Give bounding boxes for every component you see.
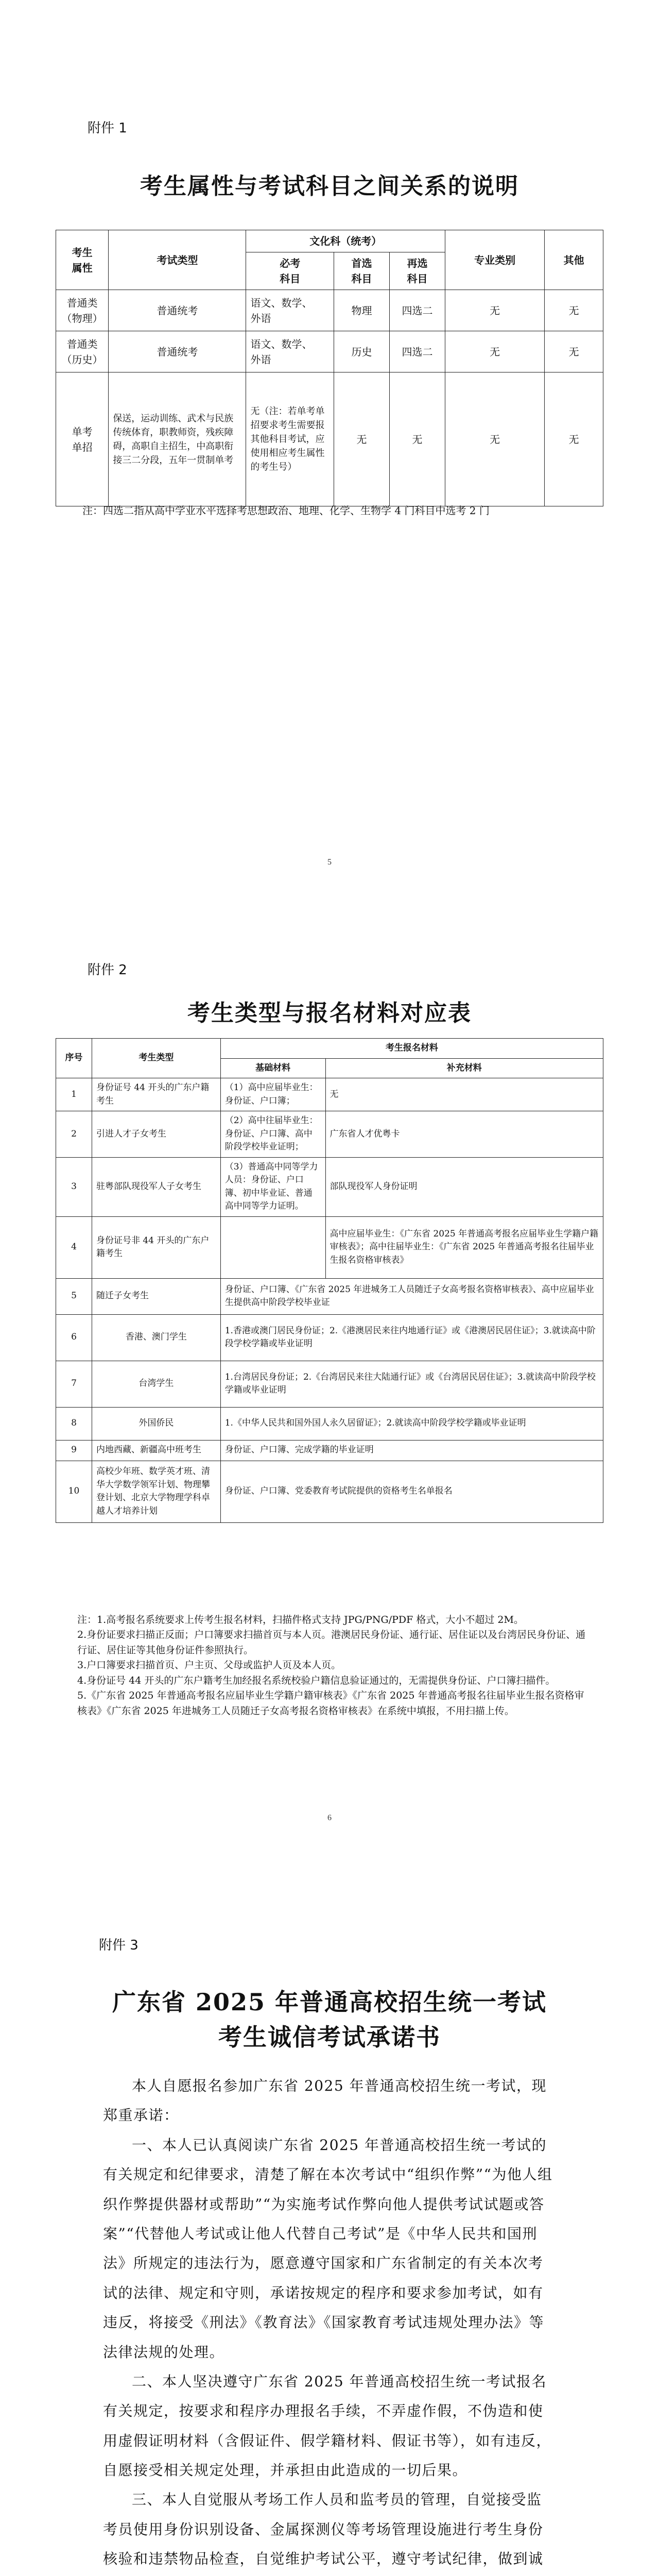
cell-second: 四选二: [390, 331, 445, 372]
cell-basic: 1.《中华人民共和国外国人永久居留证》；2.就读高中阶段学校学籍或毕业证明: [220, 1407, 603, 1440]
header-extra: 补充材料: [325, 1058, 603, 1078]
cell-extra: 部队现役军人身份证明: [325, 1157, 603, 1216]
cell-attr: 单考 单招: [56, 372, 109, 506]
subject-relation-table: [56, 230, 603, 506]
header-major: 专业类别: [445, 230, 545, 290]
note-item: 注：1.高考报名系统要求上传考生报名材料，扫描件格式支持 JPG/PNG/PDF 格式，大小不超过 2M。: [77, 1614, 524, 1625]
cell-other: 无: [545, 331, 603, 372]
attachment3-title-line2: 考生诚信考试承诺书: [218, 2023, 441, 2051]
header-attr: 考生 属性: [56, 230, 109, 290]
cell-no: 6: [56, 1314, 92, 1361]
header-culture-group: 文化科（统考）: [246, 230, 445, 252]
header-first: 首选 科目: [334, 252, 390, 290]
cell-required: 语文、数学、 外语: [246, 290, 334, 331]
cell-extra: 无: [325, 1078, 603, 1111]
cell-extra: 广东省人才优粤卡: [325, 1111, 603, 1158]
cell-second: 四选二: [390, 290, 445, 331]
table-row: [56, 1407, 603, 1440]
cell-attr: 普通类 （物理）: [56, 290, 109, 331]
header-basic: 基础材料: [220, 1058, 325, 1078]
cell-major: 无: [445, 372, 545, 506]
header-other: 其他: [545, 230, 603, 290]
cell-major: 无: [445, 331, 545, 372]
cell-basic: 身份证、户口簿、党委教育考试院提供的资格考生名单报名: [220, 1461, 603, 1522]
attachment2-title: 考生类型与报名材料对应表: [187, 1000, 472, 1026]
cell-type: 内地西藏、新疆高中班考生: [92, 1440, 220, 1461]
pledge-paragraph: 本人自愿报名参加广东省 2025 年普通高校招生统一考试，现郑重承诺：: [103, 2077, 547, 2124]
cell-basic: 身份证、户口簿、《广东省 2025 年进城务工人员随迁子女高考报名资格审核表》、高中应届毕业生提供高中阶段学校毕业证: [220, 1278, 603, 1314]
cell-type: 随迁子女考生: [92, 1278, 220, 1314]
cell-type: 外国侨民: [92, 1407, 220, 1440]
pledge-paragraph: 一、本人已认真阅读广东省 2025 年普通高校招生统一考试的有关规定和纪律要求，清楚了解在本次考试中“组织作弊”“为他人组织作弊提供器材或帮助”“为实施考试作弊向他人提供考试试题或答案”“代替他人考试或让他人代替自己考试”是《中华人民共和国刑法》所规定的违法行为，愿意遵守国家和广东省制定的有关本次考试的法律、规定和守则，承诺按规定的程序和要求参加考试，如有违反，将接受《刑法》《教育法》《国家教育考试违规处理办法》等法律法规的处理。: [103, 2136, 553, 2361]
cell-other: 无: [545, 290, 603, 331]
note-item: 5.《广东省 2025 年普通高考报名应届毕业生学籍户籍审核表》《广东省 2025 年普通高考报名往届毕业生报名资格审核表》《广东省 2025 年进城务工人员随迁子女高考报名资格审核表》在系统中填报，不用扫描上传。: [77, 1690, 584, 1717]
table-row: [56, 372, 603, 506]
header-required: 必考 科目: [246, 252, 334, 290]
table-row: [56, 1361, 603, 1407]
pledge-body: [103, 2071, 556, 2576]
page-number: 6: [327, 1814, 332, 1822]
cell-type: 普通统考: [109, 331, 246, 372]
table-row: [56, 1078, 603, 1111]
cell-type: 保送，运动训练、武术与民族传统体育，职教师资，残疾障碍，高职自主招生，中高职衔接三二分段，五年一贯制单考: [109, 372, 246, 506]
table-row: [56, 1440, 603, 1461]
cell-second: 无: [390, 372, 445, 506]
header-no: 序号: [56, 1039, 92, 1078]
cell-type: 身份证号非 44 开头的广东户籍考生: [92, 1216, 220, 1278]
cell-basic: （2）高中往届毕业生：身份证、户口簿、高中阶段学校毕业证明；: [220, 1111, 325, 1158]
cell-type: 驻粤部队现役军人子女考生: [92, 1157, 220, 1216]
cell-major: 无: [445, 290, 545, 331]
attachment3-title-line1: 广东省 2025 年普通高校招生统一考试: [112, 1988, 547, 2016]
table-row: [56, 1216, 603, 1278]
cell-extra: 高中应届毕业生：《广东省 2025 年普通高考报名应届毕业生学籍户籍审核表》；高中往届毕业生：《广东省 2025 年普通高考报名往届毕业生报名资格审核表》: [325, 1216, 603, 1278]
attachment1-title: 考生属性与考试科目之间关系的说明: [140, 173, 519, 199]
page-number: 5: [327, 858, 332, 867]
cell-no: 4: [56, 1216, 92, 1278]
note-item: 2.身份证要求扫描正反面；户口簿要求扫描首页与本人页。港澳居民身份证、通行证、居住证以及台湾居民身份证、通行证、居住证等其他身份证件参照执行。: [77, 1629, 586, 1656]
cell-type: 台湾学生: [92, 1361, 220, 1407]
table-row: [56, 1461, 603, 1522]
cell-required: 语文、数学、 外语: [246, 331, 334, 372]
attachment2-label: 附件 2: [88, 962, 127, 978]
table-row: [56, 1111, 603, 1158]
note-item: 3.户口簿要求扫描首页、户主页、父母或监护人页及本人页。: [77, 1659, 341, 1671]
cell-type: 高校少年班、数学英才班、清华大学数学领军计划、物理攀登计划、北京大学物理学科卓越人才培养计划: [92, 1461, 220, 1522]
header-second: 再选 科目: [390, 252, 445, 290]
cell-no: 3: [56, 1157, 92, 1216]
cell-no: 9: [56, 1440, 92, 1461]
note-item: 4.身份证号 44 开头的广东户籍考生加经报名系统校验户籍信息验证通过的，无需提供身份证、户口簿扫描件。: [77, 1674, 556, 1686]
attachment3-label: 附件 3: [99, 1938, 138, 1953]
header-type: 考生类型: [92, 1039, 220, 1078]
cell-type: 香港、澳门学生: [92, 1314, 220, 1361]
header-type: 考试类型: [109, 230, 246, 290]
cell-basic: [220, 1216, 325, 1278]
table-row: [56, 290, 603, 331]
attachment1-note: 注：四选二指从高中学业水平选择考思想政治、地理、化学、生物学 4 门科目中选考 2 门: [82, 504, 490, 517]
cell-no: 1: [56, 1078, 92, 1111]
cell-other: 无: [545, 372, 603, 506]
cell-type: 引进人才子女考生: [92, 1111, 220, 1158]
cell-attr: 普通类 （历史）: [56, 331, 109, 372]
cell-basic: 1.香港或澳门居民身份证；2.《港澳居民来往内地通行证》或《港澳居民居住证》；3.就读高中阶段学校学籍或毕业证明: [220, 1314, 603, 1361]
table-row: [56, 331, 603, 372]
cell-basic: （1）高中应届毕业生：身份证、户口簿；: [220, 1078, 325, 1111]
attachment2-notes: [77, 1613, 592, 1719]
cell-first: 无: [334, 372, 390, 506]
table-row: [56, 1314, 603, 1361]
cell-basic: （3）普通高中同等学力人员：身份证、户口簿、初中毕业证、普通高中同等学力证明。: [220, 1157, 325, 1216]
header-materials: 考生报名材料: [220, 1039, 603, 1059]
cell-no: 7: [56, 1361, 92, 1407]
cell-no: 5: [56, 1278, 92, 1314]
cell-no: 10: [56, 1461, 92, 1522]
pledge-paragraph: 三、本人自觉服从考场工作人员和监考员的管理，自觉接受监考员使用身份识别设备、金属探测仪等考场管理设施进行考生身份核验和违禁物品检查，自觉维护考试公平，遵守考试纪律，做到诚: [103, 2491, 544, 2568]
cell-first: 历史: [334, 331, 390, 372]
cell-no: 8: [56, 1407, 92, 1440]
table-row: [56, 1278, 603, 1314]
cell-type: 身份证号 44 开头的广东户籍考生: [92, 1078, 220, 1111]
materials-table: [56, 1038, 603, 1523]
cell-type: 普通统考: [109, 290, 246, 331]
cell-no: 2: [56, 1111, 92, 1158]
pledge-paragraph: 二、本人坚决遵守广东省 2025 年普通高校招生统一考试报名有关规定，按要求和程序办理报名手续，不弄虚作假，不伪造和使用虚假证明材料（含假证件、假学籍材料、假证书等），如有违反，自愿接受相关规定处理，并承担由此造成的一切后果。: [103, 2372, 552, 2479]
cell-basic: 身份证、户口簿、完成学籍的毕业证明: [220, 1440, 603, 1461]
attachment1-label: 附件 1: [88, 121, 127, 136]
table-row: [56, 1157, 603, 1216]
cell-first: 物理: [334, 290, 390, 331]
cell-required: 无（注：若单考单招要求考生需要报其他科目考试，应使用相应考生属性的考生号）: [246, 372, 334, 506]
cell-basic: 1.台湾居民身份证；2.《台湾居民来往大陆通行证》或《台湾居民居住证》；3.就读高中阶段学校学籍或毕业证明: [220, 1361, 603, 1407]
